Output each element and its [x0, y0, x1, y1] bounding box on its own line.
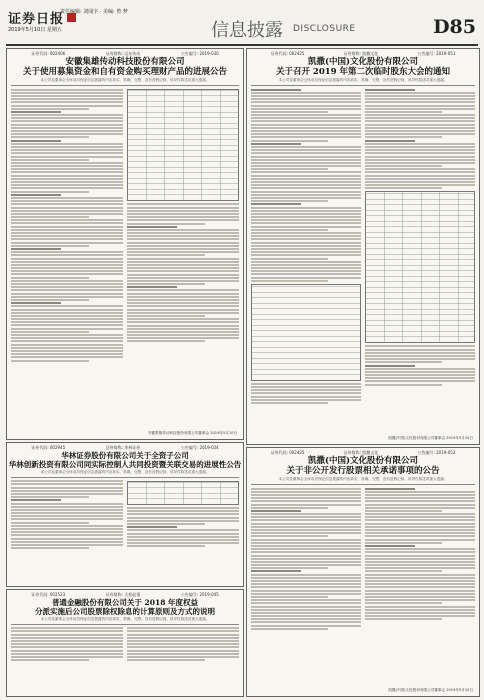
title-line-2: 华林创新投资有限公司同实际控制人共同投资暨关联交易的进展性公告 [8, 460, 242, 469]
disclaimer: 本公司及董事会全体成员保证信息披露的内容真实、准确、完整，没有虚假记载、误导性陈述或重大遗漏。 [278, 78, 448, 83]
voting-form-table [365, 191, 475, 343]
announcement-number: 公告编号: 2019-052 [417, 450, 456, 455]
announcement-number: 公告编号: 2019-030 [180, 51, 219, 56]
stock-code: 证券代码: 002425 [270, 51, 305, 56]
article-title [247, 456, 479, 476]
body-column-right [127, 87, 239, 362]
stock-name: 证券简称: 凯撒文化 [343, 51, 379, 56]
investment-table [127, 481, 239, 505]
disclaimer: 本公司及董事会全体成员保证信息披露的内容真实、准确、完整，没有虚假记载、误导性陈述或重大遗漏。 [40, 78, 210, 83]
stock-name: 证券简称: 天桥起重 [105, 592, 141, 597]
masthead [6, 4, 478, 46]
title-line-1: 凯撒(中国)文化股份有限公司 [307, 57, 419, 67]
article-puyuan [6, 589, 244, 697]
stock-name: 证券简称: 凯撒文化 [343, 450, 379, 455]
divider [251, 484, 475, 485]
announcement-number: 公告编号: 2019-051 [417, 51, 456, 56]
title-line-2: 关于使用募集资金和自有资金购买理财产品的进展公告 [22, 67, 227, 78]
title-line-1: 普通金融股份有限公司关于 2018 年度权益 [51, 598, 199, 607]
article-title [247, 57, 479, 77]
stock-code: 证券代码: 002945 [31, 445, 66, 450]
title-line-1: 安徽集雄传动科技股份有限公司 [65, 57, 185, 67]
signature: 凯撒(中国)文化股份有限公司董事会 2019年5月10日 [388, 436, 473, 440]
disclaimer: 本公司及董事会全体成员保证信息披露的内容真实、准确、完整，没有虚假记载、误导性陈述或重大遗漏。 [40, 617, 210, 621]
announcement-number: 公告编号: 2019-024 [180, 445, 219, 450]
page-number: D85 [433, 16, 476, 38]
disclaimer: 本公司及董事会全体成员保证信息披露的内容真实、准确、完整，没有虚假记载、误导性陈述或重大遗漏。 [278, 477, 448, 482]
stock-info [247, 49, 479, 57]
body-column-right [365, 87, 475, 405]
section-title: 信息披露 [211, 20, 283, 41]
body-column-right [127, 479, 239, 550]
section-title-en: DISCLOSURE [293, 24, 356, 34]
body-column-left [11, 87, 123, 362]
stock-code: 证券代码: 002523 [31, 592, 66, 597]
stock-name: 证券简称: 华林证券 [105, 445, 141, 450]
title-line-1: 凯撒(中国)文化股份有限公司 [307, 456, 419, 466]
stock-info [7, 443, 243, 451]
disclaimer: 本公司及董事会全体成员保证信息披露的内容真实、准确、完整，没有虚假记载、误导性陈述或重大遗漏。 [40, 470, 210, 474]
article-kaikai-stock [246, 447, 480, 697]
newspaper-logo: 证券日报 [8, 8, 76, 27]
divider [11, 85, 239, 86]
body-column-left [11, 479, 123, 550]
body-column-right [127, 626, 239, 662]
signature: 凯撒(中国)文化股份有限公司董事会 2019年5月10日 [388, 688, 473, 692]
title-line-1: 华林证券股份有限公司关于全资子公司 [61, 451, 189, 460]
body-column-left [251, 87, 361, 405]
editor-credit: 责任编辑: 刘闻宇 · 美编: 曾 梦 [60, 9, 128, 15]
divider [251, 85, 475, 86]
title-line-2: 关于非公开发行股票相关承诺事项的公告 [286, 466, 440, 477]
proposal-table [251, 284, 361, 381]
article-title [7, 598, 243, 616]
announcement-number: 公告编号: 2019-045 [180, 592, 219, 597]
divider [11, 624, 239, 625]
issue-date: 2019年5月10日 星期五 [8, 27, 62, 33]
financial-products-table [127, 89, 239, 201]
article-anhui [6, 48, 244, 440]
article-title [7, 451, 243, 469]
stock-info [247, 448, 479, 456]
stock-info [7, 590, 243, 598]
stock-info [7, 49, 243, 57]
divider [11, 477, 239, 478]
stock-name: 证券简称: 远东传动 [105, 51, 141, 56]
stock-code: 证券代码: 002406 [31, 51, 66, 56]
article-hualin [6, 442, 244, 587]
signature: 安徽集雄传动科技股份有限公司董事会 2019年5月10日 [147, 431, 237, 435]
title-line-2: 关于召开 2019 年第二次临时股东大会的通知 [275, 67, 451, 78]
body-column-right [365, 486, 475, 631]
body-column-left [251, 486, 361, 631]
title-line-2: 分派实施后公司股票除权除息的计算原则及方式的说明 [35, 607, 215, 616]
article-title [7, 57, 243, 77]
body-column-left [11, 626, 123, 662]
article-kaikai-meeting [246, 48, 480, 445]
stock-code: 证券代码: 002425 [270, 450, 305, 455]
